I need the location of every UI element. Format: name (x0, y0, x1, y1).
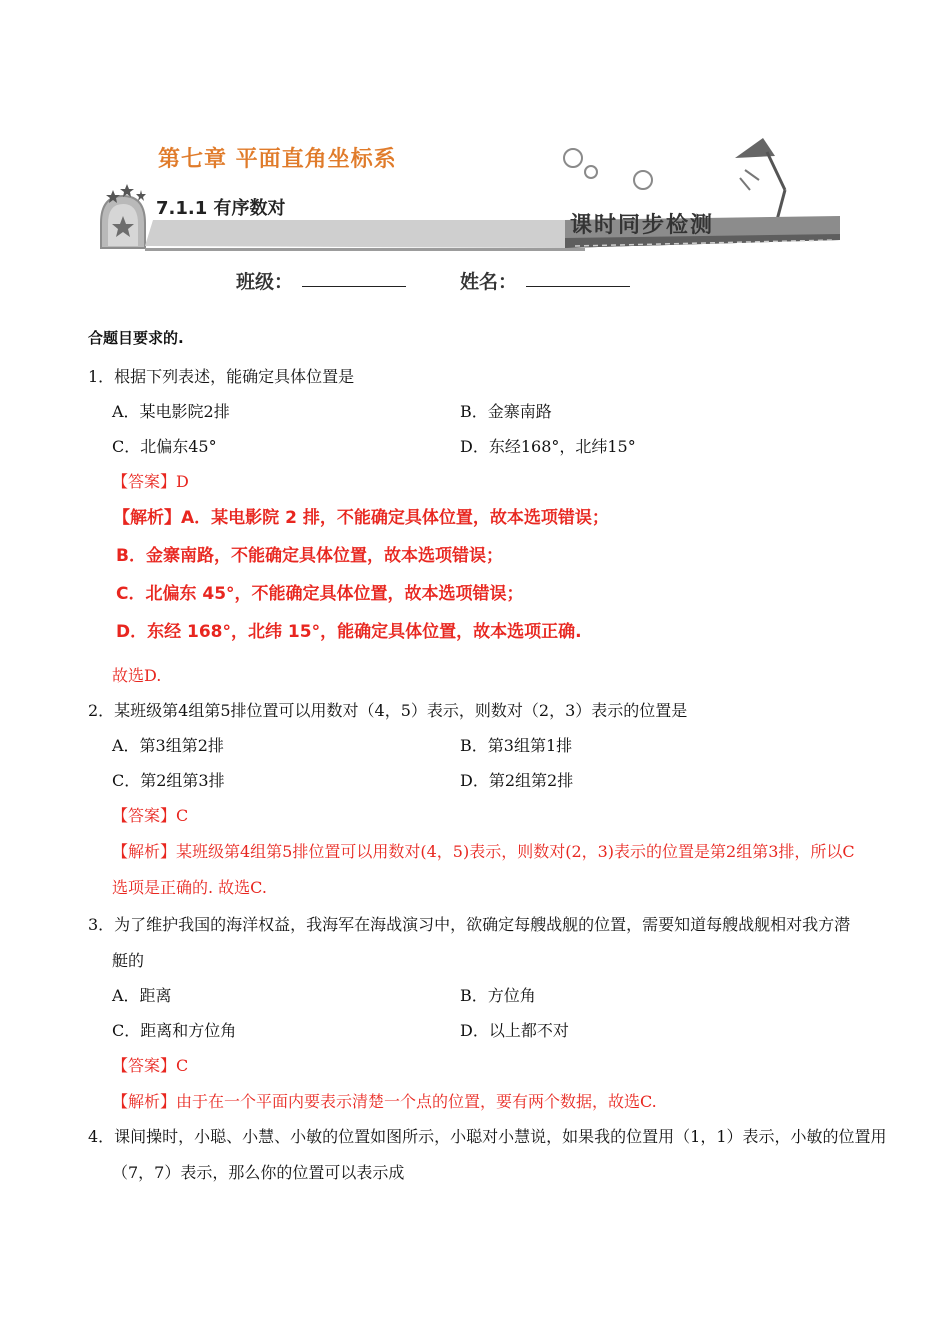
analysis-line: C．北偏东 45°，不能确定具体位置，故本选项错误； (116, 584, 524, 604)
option-b: B．第3组第1排 (460, 736, 573, 755)
analysis-line: 【解析】A．某电影院 2 排，不能确定具体位置，故本选项错误； (113, 508, 609, 528)
option-d: D．第2组第2排 (460, 771, 574, 790)
class-blank (302, 286, 406, 287)
option-b: B．金寨南路 (460, 402, 552, 421)
question-stem-cont: （7，7）表示，那么你的位置可以表示成 (112, 1163, 405, 1182)
chapter-title: 第七章 平面直角坐标系 (158, 146, 397, 172)
intro-text: 合题目要求的. (88, 329, 184, 347)
option-d: D．东经168°，北纬15° (460, 437, 636, 456)
conclusion: 故选D. (112, 666, 162, 685)
answer-label: 【答案】C (112, 806, 189, 825)
question-stem-cont: 艇的 (112, 951, 145, 970)
analysis-line: 【解析】由于在一个平面内要表示清楚一个点的位置，要有两个数据，故选C. (112, 1092, 657, 1111)
name-blank (526, 286, 630, 287)
option-b: B．方位角 (460, 986, 536, 1005)
class-label: 班级： (236, 271, 294, 293)
question-stem: 2．某班级第4组第5排位置可以用数对（4，5）表示，则数对（2，3）表示的位置是 (88, 701, 688, 720)
option-c: C．距离和方位角 (112, 1021, 237, 1040)
option-a: A．距离 (112, 986, 172, 1005)
analysis-line: 选项是正确的. 故选C. (112, 878, 267, 897)
tag-label: 课时同步检测 (570, 213, 715, 238)
option-a: A．第3组第2排 (112, 736, 224, 755)
star-badge-icon (101, 184, 146, 248)
section-title: 7.1.1 有序数对 (156, 198, 286, 219)
answer-label: 【答案】C (112, 1056, 189, 1075)
name-label: 姓名： (460, 271, 518, 293)
question-stem: 4．课间操时，小聪、小慧、小敏的位置如图所示，小聪对小慧说，如果我的位置用（1，1）表示，小敏的位置用 (88, 1127, 887, 1146)
option-c: C．北偏东45° (112, 437, 217, 456)
answer-label: 【答案】D (112, 472, 189, 491)
option-d: D．以上都不对 (460, 1021, 569, 1040)
question-stem: 1．根据下列表述，能确定具体位置是 (88, 367, 355, 386)
analysis-line: D．东经 168°，北纬 15°，能确定具体位置，故本选项正确. (116, 622, 582, 642)
question-stem: 3．为了维护我国的海洋权益，我海军在海战演习中，欲确定每艘战舰的位置，需要知道每艘战舰相对我方潜 (88, 915, 851, 934)
option-c: C．第2组第3排 (112, 771, 225, 790)
option-a: A．某电影院2排 (112, 402, 230, 421)
analysis-line: 【解析】某班级第4组第5排位置可以用数对(4，5)表示，则数对(2，3)表示的位置是第2组第3排，所以C (112, 842, 855, 861)
analysis-line: B．金寨南路，不能确定具体位置，故本选项错误； (116, 546, 503, 566)
